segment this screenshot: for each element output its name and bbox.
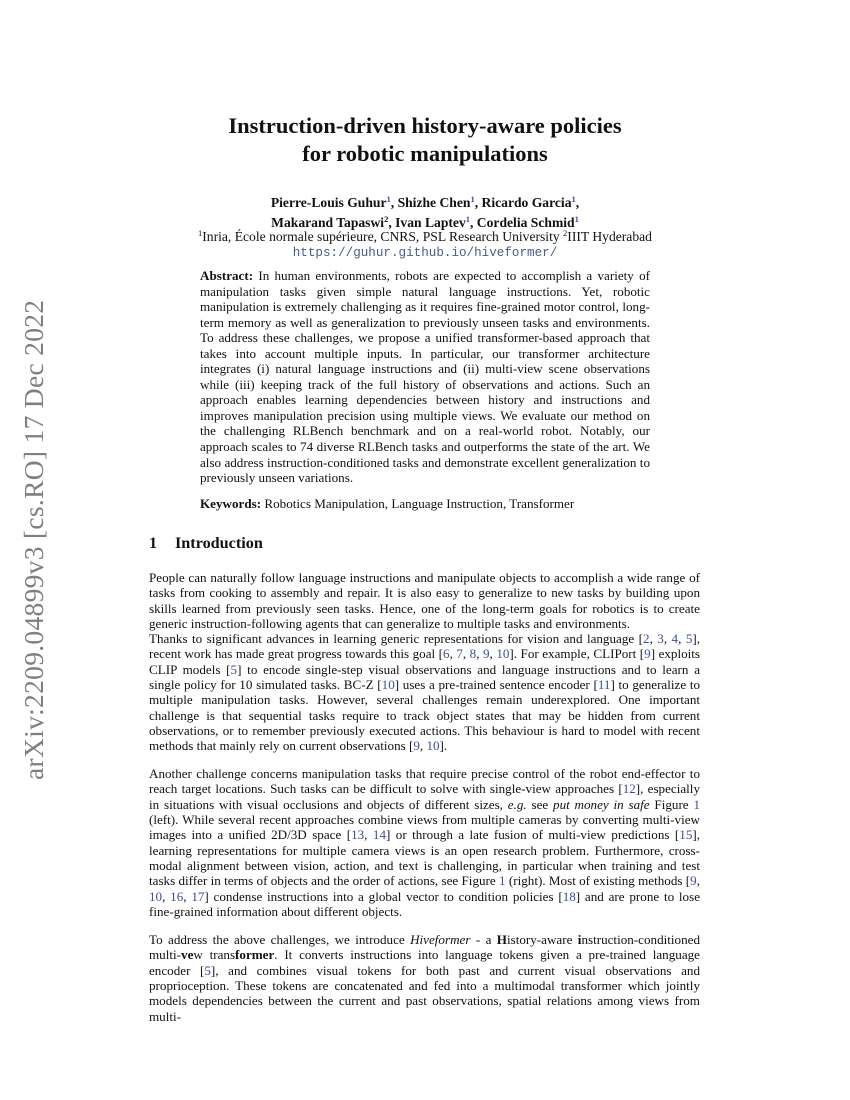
authors-line-1: Pierre-Louis Guhur$^1$, Shizhe Chen$^1$, Ricardo Garcia$^1$, (270, 194, 580, 210)
citation-link[interactable]: 9 (413, 738, 420, 754)
title-line-1: Instruction-driven history-aware policies (228, 113, 622, 138)
section-title: Introduction (175, 534, 263, 552)
author-name: Shizhe Chen (397, 195, 471, 210)
project-url-link[interactable]: https://guhur.github.io/hiveformer/ (292, 246, 558, 260)
paper-title (150, 112, 700, 168)
citation-link[interactable]: 15 (679, 827, 693, 843)
abstract (200, 268, 650, 486)
author-name: Cordelia Schmid (476, 214, 575, 230)
text-run: ] condense instructions into a global vector to condition policies [ (204, 888, 563, 904)
figure-ref-link[interactable]: 1 (499, 873, 506, 889)
acronym-letter: i (577, 932, 582, 947)
citation-link[interactable]: 10 (496, 646, 510, 662)
author-affil-mark[interactable]: 1 (386, 194, 391, 204)
text-run: nstruction-conditioned multi- (149, 932, 700, 963)
citation-link[interactable]: 12 (622, 781, 636, 797)
abstract-label: Abstract: (200, 268, 254, 283)
text-run: Figure (649, 796, 694, 812)
text-run: ] to encode single-step visual observations and language instructions and to learn a single policy for 10 simulated tasks. BC-Z [ (149, 661, 701, 693)
keywords-text: Robotics Manipulation, Language Instruction, Transformer (264, 496, 575, 511)
text-run: ]. For example, CLIPort [ (509, 646, 645, 662)
author-name: Ivan Laptev (395, 214, 466, 230)
citation-link[interactable]: 17 (191, 888, 205, 904)
affil-mark: 1 (198, 228, 203, 238)
title-line-2: for robotic manipulations (302, 141, 548, 166)
task-name: put money in safe (553, 796, 650, 812)
citation-link[interactable]: 9 (483, 646, 490, 662)
citation-link[interactable]: 5 (230, 661, 238, 677)
text-run: see (526, 796, 554, 812)
text-run: (left). While several recent approaches combine views from multiple cameras by converting multi-view images into a unified 2D/3D space [ (149, 812, 700, 843)
text-run: ] uses a pre-trained sentence encoder [ (394, 677, 598, 693)
text-run: w trans (193, 947, 236, 963)
citation-link[interactable]: 14 (372, 827, 386, 843)
text-run: ]. (439, 738, 448, 754)
acronym-letter: ve (181, 947, 194, 963)
keywords-label: Keywords: (200, 496, 262, 511)
citation-link[interactable]: 16 (170, 888, 184, 904)
abstract-text: In human environments, robots are expected to accomplish a variety of manipulation tasks given simple natural language instructions. Yet, robotic manipulation is extremely challenging as it requires fine-grained motor control, long-term memory as well as generalization to previously unseen tasks and environments. To address these challenges, we propose a unified transformer-based approach that takes into account multiple inputs. In particular, our transformer architecture integrates (i) natural language instructions and (ii) multi-view scene observations while (iii) keeping track of the full history of observations and actions. Such an approach enables learning dependencies between history and instructions and improves manipulation precision using multiple views. We evaluate our method on the challenging RLBench benchmark and on a real-world robot. Notably, our approach scales to 74 diverse RLBench tasks and outperforms the state of the art. We also address instruction-conditioned tasks and demonstrate excellent generalization to previously unseen variations. (200, 268, 650, 486)
affiliations (130, 229, 720, 246)
author-affil-mark[interactable]: 1 (465, 213, 470, 224)
citation-link[interactable]: 10 (381, 677, 395, 693)
text-run: ], and combines visual tokens for both past and current visual observations and proprioception. These tokens are concatenated and fed into a multimodal transformer which jointly models dependencies between the current and past observations, spatial relations among views from multi- (149, 962, 700, 1024)
citation-link[interactable]: 5 (685, 631, 693, 646)
citation-link[interactable]: 9 (690, 873, 697, 889)
citation-link[interactable]: 10 (149, 888, 163, 904)
paragraph-4 (149, 932, 700, 1024)
author-name: Pierre-Louis Guhur (270, 195, 387, 210)
citation-link[interactable]: 4 (671, 631, 679, 646)
citation-link[interactable]: 9 (644, 646, 651, 662)
text-run: ] and are prone to lose fine-grained information about different objects. (149, 888, 701, 920)
author-affil-mark[interactable]: 1 (574, 213, 579, 224)
citation-link[interactable]: 13 (351, 827, 365, 843)
text-run: Another challenge concerns manipulation tasks that require precise control of the robot end-effector to reach target locations. Such tasks can be difficult to solve with single-view approaches [ (149, 766, 700, 797)
method-name: Hiveformer (410, 932, 471, 947)
citation-link[interactable]: 18 (562, 888, 576, 904)
citation-link[interactable]: 11 (597, 677, 611, 693)
author-name: Makarand Tapaswi (271, 214, 385, 230)
text-run: ], learning representations for multiple camera views is an open research problem. Furthermore, cross-modal alignment between vision, action, and text is challenging, in particular when training and test tasks differ in terms of objects and the order of actions, see Figure (149, 827, 701, 889)
text-run: To address the above challenges, we introduce (149, 932, 411, 947)
text-run: ], recent work has made great progress towards this goal [ (149, 631, 700, 662)
author-affil-mark[interactable]: 1 (470, 194, 475, 204)
text-run: (right). Most of existing methods [ (505, 873, 691, 889)
paragraph-3: Another challenge concerns manipulation tasks that require precise control of the robot end-effector to reach target locations. Such tasks can be difficult to solve with single-view approaches [12], especially in situations with visual occlusions and objects of different sizes, e.g. see put money in safe Figure 1 (left). While several recent approaches combine views from multiple cameras by converting multi-view images into a unified 2D/3D space [13, 14] or through a late fusion of multi-view predictions [15], learning representations for multiple camera views is an open research problem. Furthermore, cross-modal alignment between vision, action, and text is challenging, in particular when training and test tasks differ in terms of objects and the order of actions, see Figure 1 (right). Most of existing methods [9, 10, 16, 17] condense instructions into a global vector to condition policies [18] and are prone to lose fine-grained information about different objects. (149, 766, 701, 920)
author-list (150, 194, 700, 233)
text-run: e.g. (507, 796, 527, 812)
citation-link[interactable]: 10 (426, 738, 440, 754)
citation-link[interactable]: 6 (443, 646, 450, 662)
text-run: ], especially in situations with visual occlusions and objects of different sizes, (149, 781, 700, 812)
section-heading (149, 533, 263, 553)
affiliation-2: IIIT Hyderabad (567, 229, 652, 244)
acronym-letter: former (235, 947, 275, 963)
arxiv-stamp: arXiv:2209.04899v3 [cs.RO] 17 Dec 2022 (18, 299, 49, 780)
paragraph-1: People can naturally follow language instructions and manipulate objects to accomplish a wide range of tasks from cooking to assembly and repair. It is also easy to generalize to new tasks by building upon skills learned from previously seen tasks. Hence, one of the long-term goals for robotics is to create generic instruction-following agents that can generalize to multiple tasks and environments. (149, 570, 700, 632)
text-run: ] or through a late fusion of multi-view predictions [ (385, 827, 680, 843)
text-run: istory-aware (506, 932, 578, 947)
text-run: - a (470, 932, 497, 947)
text-run: ] exploits CLIP models [ (149, 646, 701, 677)
author-affil-mark: 2 (384, 213, 389, 224)
author-name: Ricardo Garcia (481, 195, 572, 210)
citation-link[interactable]: 2 (643, 631, 650, 646)
acronym-letter: H (496, 932, 507, 947)
section-number: 1 (149, 534, 158, 552)
authors-line-2: Makarand Tapaswi$^2$, Ivan Laptev$^1$, Cordelia Schmid$^1$ (271, 213, 579, 230)
author-affil-mark[interactable]: 1 (571, 194, 576, 204)
citation-link[interactable]: 7 (456, 646, 463, 662)
keywords (200, 496, 650, 512)
citation-link[interactable]: 3 (657, 631, 664, 646)
citation-link[interactable]: 5 (204, 962, 211, 978)
affil-mark: 2 (563, 228, 568, 238)
paragraph-2: Thanks to significant advances in learning generic representations for vision and language [2, 3, 4, 5], recent work has made great progress towards this goal [6, 7, 8, 9, 10]. For example, CLIPort [9] exploits CLIP models [5] to encode single-step visual observations and language instructions and to learn a single policy for 10 simulated tasks. BC-Z [10] uses a pre-trained sentence encoder [11] to generalize to multiple manipulation tasks. However, several challenges remain underexplored. One important challenge is that sequential tasks require to track object states that may be hidden from current observations, or to remember previously executed actions. This behaviour is hard to model with recent methods that mainly rely on current observations [9, 10]. (149, 631, 701, 754)
text-run: ] to generalize to multiple manipulation tasks. However, several challenges remain underexplored. One important challenge is that sequential tasks require to track object states that may be hidden from current observations, or to remember previously executed actions. This behaviour is hard to model with recent methods that mainly rely on current observations [ (149, 677, 700, 754)
figure-ref-link[interactable]: 1 (693, 796, 700, 812)
affiliation-1: Inria, École normale supérieure, CNRS, PSL Research University (202, 229, 564, 244)
citation-link[interactable]: 8 (469, 646, 477, 662)
text-run: . It converts instructions into language tokens given a pre-trained language encoder [ (149, 947, 700, 978)
text-run: Thanks to significant advances in learning generic representations for vision and language [ (149, 631, 644, 646)
